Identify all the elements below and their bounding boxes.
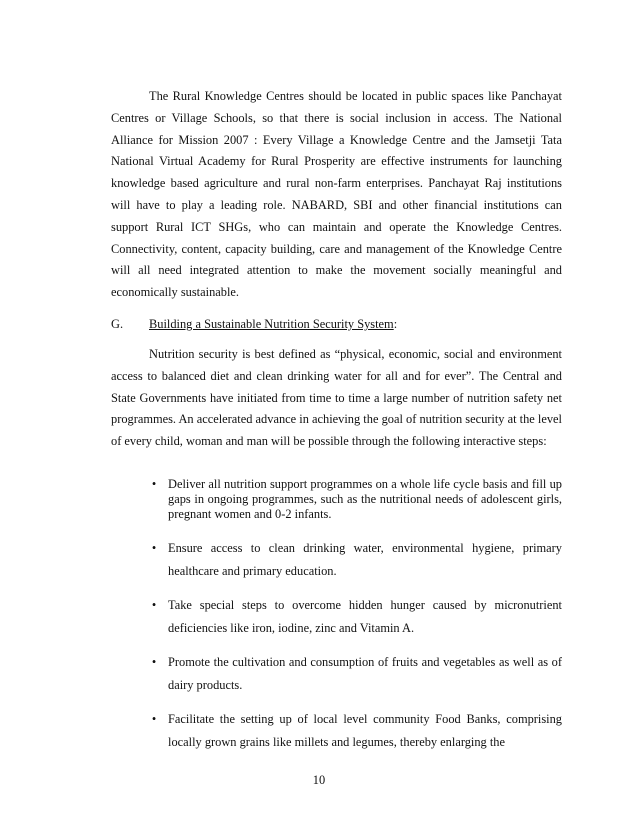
- paragraph-rural-knowledge-centres: The Rural Knowledge Centres should be located in public spaces like Panchayat Centres or Village Schools, so that there is social inclusion in access. The National Alliance for Mission 2007 : Every Village a Knowledge Centre and the Jamsetji Tata National Virtual Academy for Rural Prosperity are effective instruments for launching knowledge based agriculture and rural non-farm enterprises. Panchayat Raj institutions will have to play a leading role. NABARD, SBI and other financial institutions can support Rural ICT SHGs, who can maintain and operate the Knowledge Centres. Connectivity, content, capacity building, care and management of the Knowledge Centre will all need integrated attention to make the movement socially meaningful and economically sustainable.: [111, 89, 562, 300]
- bullet-icon: •: [151, 712, 157, 726]
- list-item-text: Ensure access to clean drinking water, environmental hygiene, primary healthcare and primary education.: [168, 541, 562, 578]
- page-number: 10: [312, 773, 326, 787]
- section-title-colon: :: [393, 317, 398, 331]
- list-item-text: Promote the cultivation and consumption of fruits and vegetables as well as of dairy products.: [168, 655, 562, 692]
- section-letter: G.: [111, 317, 124, 331]
- bullet-icon: •: [151, 598, 157, 612]
- section-title: Building a Sustainable Nutrition Security System: [149, 317, 394, 331]
- list-item-text: Facilitate the setting up of local level community Food Banks, comprising locally grown grains like millets and legumes, thereby enlarging the: [168, 712, 562, 749]
- bullet-icon: •: [151, 655, 157, 669]
- paragraph-nutrition-security: Nutrition security is best defined as “physical, economic, social and environment access to balanced diet and clean drinking water for all and for ever”. The Central and State Governments have initiated from time to time a large number of nutrition safety net programmes. An accelerated advance in achieving the goal of nutrition security at the level of every child, woman and man will be possible through the following interactive steps:: [111, 347, 562, 449]
- bullet-icon: •: [151, 541, 157, 555]
- bullet-icon: •: [151, 477, 157, 491]
- list-item-text: Deliver all nutrition support programmes on a whole life cycle basis and fill up gaps in ongoing programmes, such as the nutritional needs of adolescent girls, pregnant women and 0-2 infants.: [168, 477, 562, 521]
- section-heading: [111, 314, 562, 336]
- list-item-text: Take special steps to overcome hidden hunger caused by micronutrient deficiencies like iron, iodine, zinc and Vitamin A.: [168, 598, 562, 635]
